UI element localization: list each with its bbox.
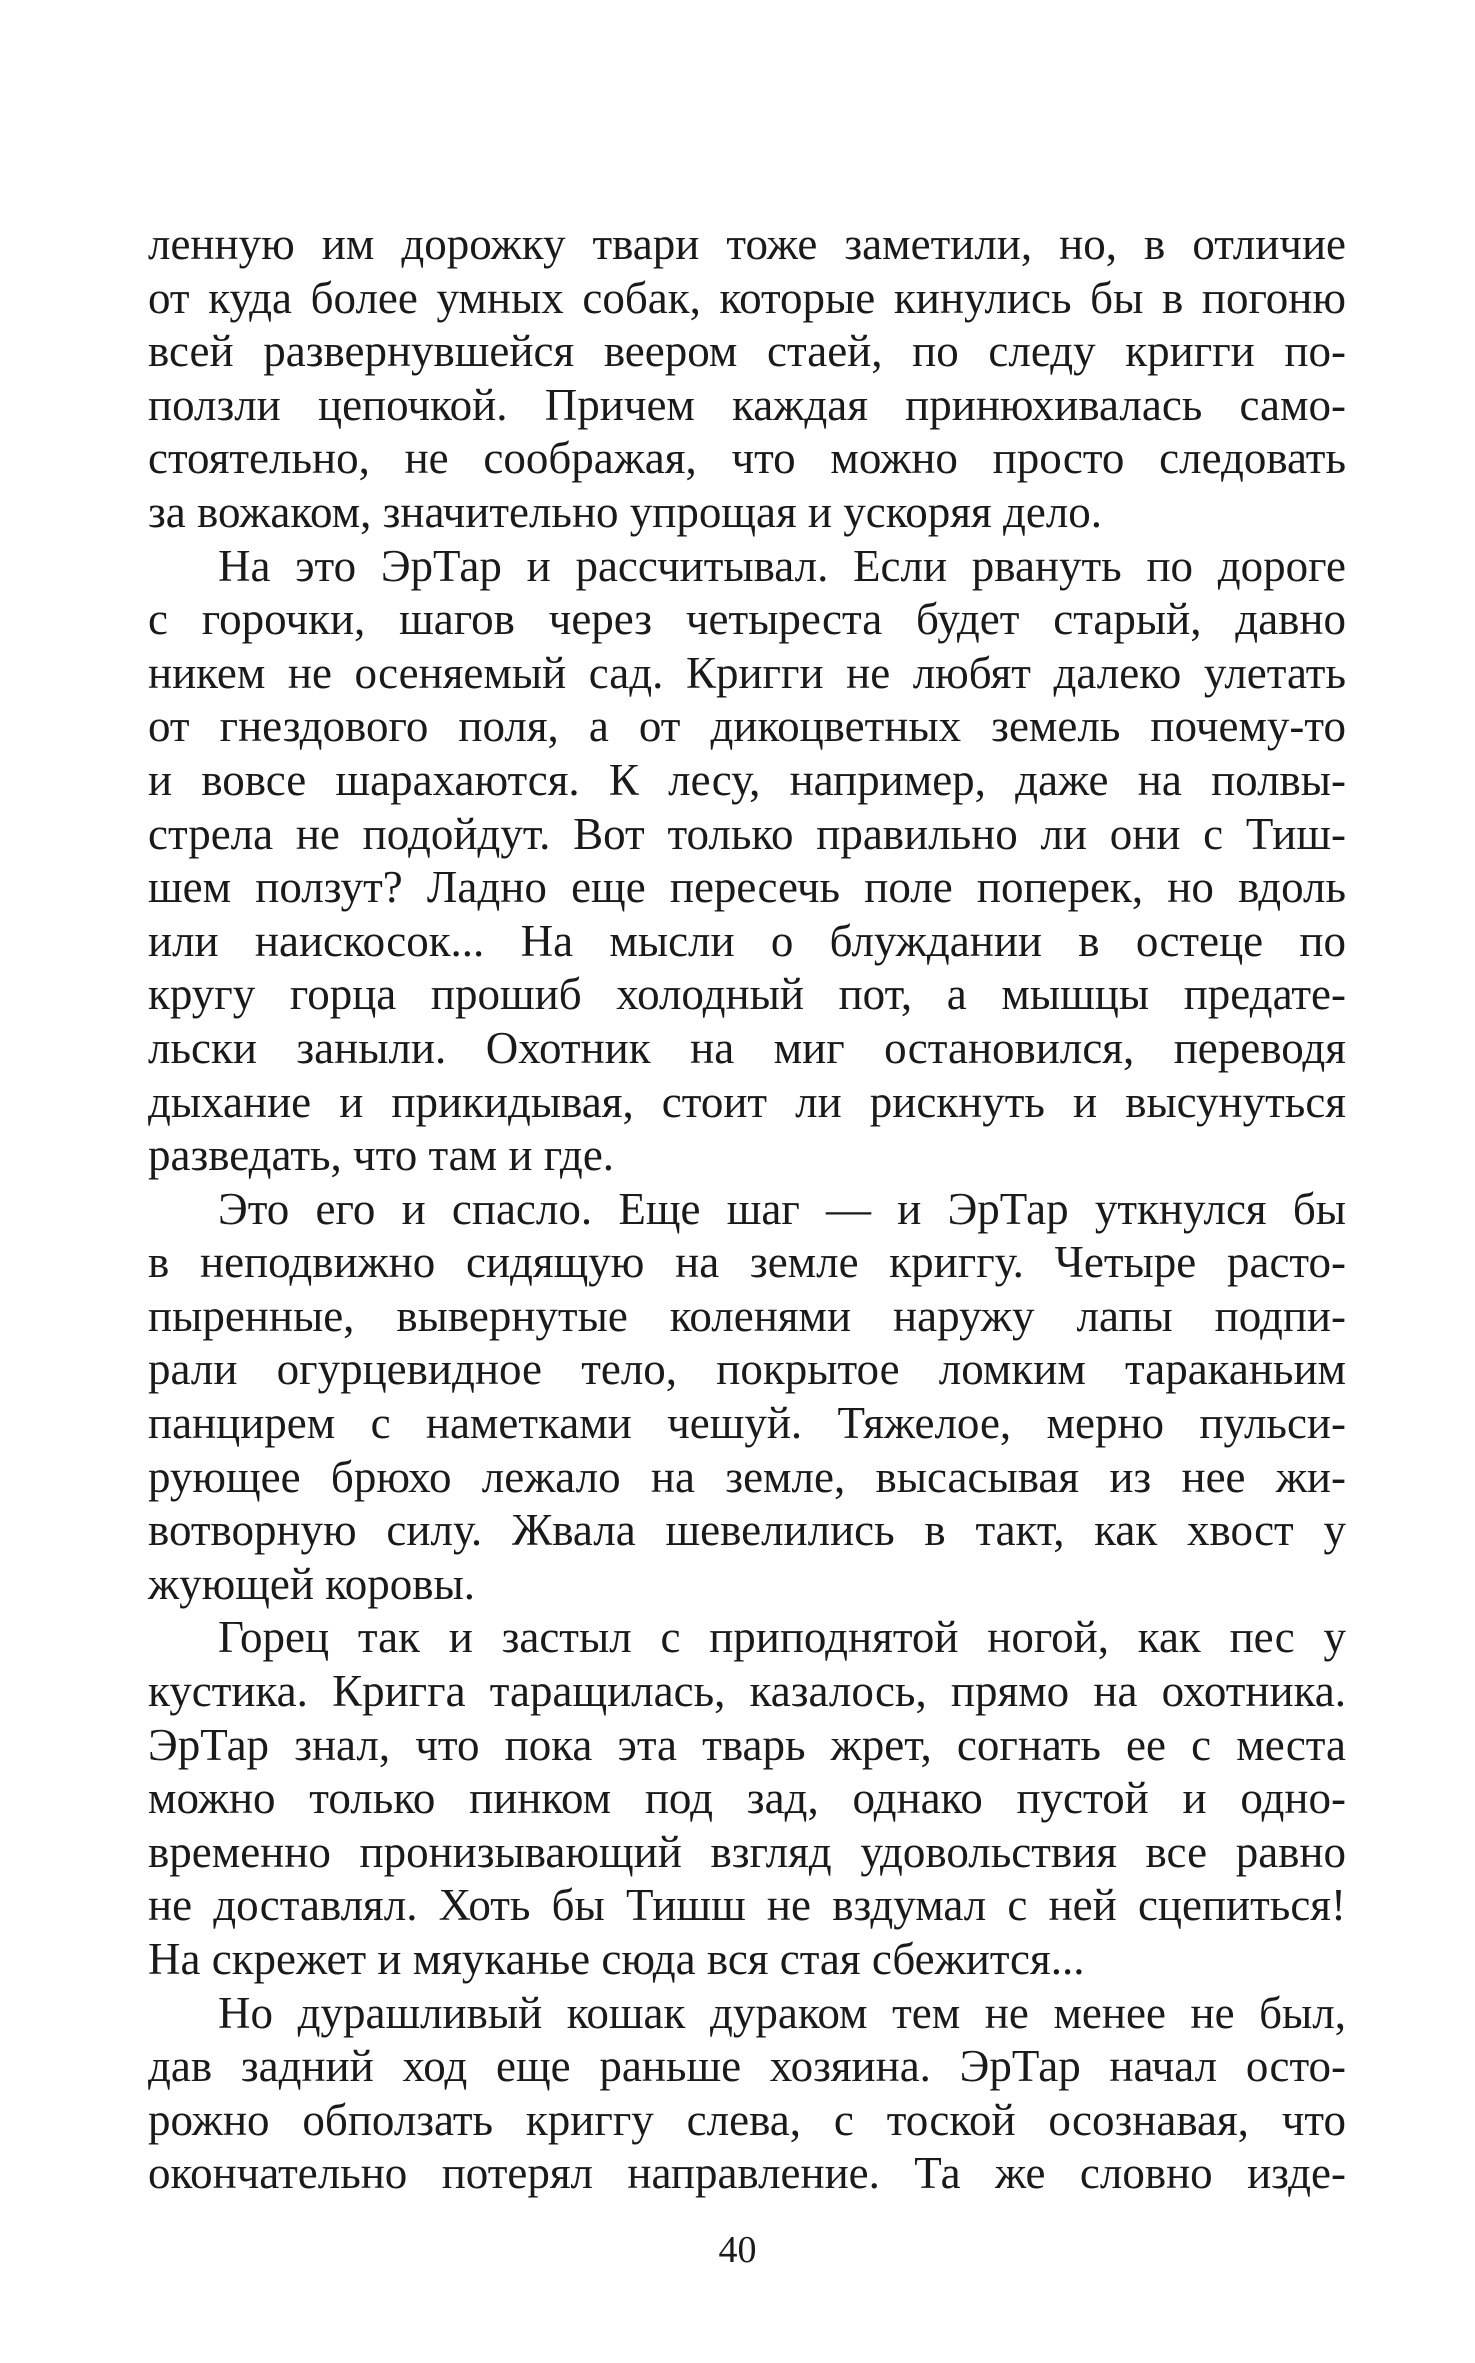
text-line: в неподвижно сидящую на земле криггу. Четыре расто-: [148, 1237, 1346, 1288]
text-line: за вожаком, значительно упрощая и ускоряя дело.: [148, 486, 1103, 537]
text-line: дыхание и прикидывая, стоит ли рискнуть и высунуться: [148, 1076, 1346, 1127]
text-line: панцирем с наметками чешуй. Тяжелое, мерно пульси-: [148, 1398, 1346, 1449]
text-line: ЭрТар знал, что пока эта тварь жрет, согнать ее с места: [148, 1719, 1346, 1770]
text-line: разведать, что там и где.: [148, 1130, 615, 1181]
text-line: пыренные, вывернутые коленями наружу лапы подпи-: [148, 1290, 1346, 1341]
text-line: не доставлял. Хоть бы Тишш не вздумал с ней сцепиться!: [148, 1880, 1346, 1931]
text-line: от гнездового поля, а от дикоцветных земель почему-то: [148, 701, 1346, 752]
text-line: Это его и спасло. Еще шаг — и ЭрТар уткнулся бы: [218, 1183, 1346, 1234]
page-number: 40: [718, 2229, 757, 2271]
text-line: стрела не подойдут. Вот только правильно ли они с Тиш-: [148, 808, 1346, 859]
text-line: кустика. Кригга таращилась, казалось, прямо на охотника.: [148, 1666, 1346, 1717]
text-line: Но дурашливый кошак дураком тем не менее не был,: [218, 1987, 1346, 2038]
text-line: можно только пинком под зад, однако пустой и одно-: [148, 1773, 1346, 1824]
text-line: рующее брюхо лежало на земле, высасывая из нее жи-: [148, 1451, 1346, 1502]
text-line: с горочки, шагов через четыреста будет старый, давно: [148, 594, 1346, 645]
text-line: рожно обползать криггу слева, с тоской осознавая, что: [148, 2094, 1346, 2145]
text-line: вотворную силу. Жвала шевелились в такт, как хвост у: [148, 1505, 1346, 1556]
text-line: всей развернувшейся веером стаей, по следу кригги по-: [148, 326, 1346, 377]
text-line: от куда более умных собак, которые кинулись бы в погоню: [148, 272, 1346, 323]
text-line: ленную им дорожку твари тоже заметили, но, в отличие: [148, 219, 1346, 269]
text-line: окончательно потерял направление. Та же словно изде-: [148, 2148, 1346, 2199]
text-line: Горец так и застыл с приподнятой ногой, как пес у: [218, 1612, 1346, 1663]
text-line: На это ЭрТар и рассчитывал. Если рвануть по дороге: [218, 540, 1346, 591]
body-text: [148, 218, 1346, 2201]
text-line: и вовсе шарахаются. К лесу, например, даже на полвы-: [148, 754, 1346, 805]
text-line: никем не осеняемый сад. Кригги не любят далеко улетать: [148, 647, 1346, 698]
text-line: рали огурцевидное тело, покрытое ломким тараканьим: [148, 1344, 1346, 1395]
text-line: ползли цепочкой. Причем каждая принюхивалась само-: [148, 379, 1346, 430]
text-line: или наискосок... На мысли о блуждании в остеце по: [148, 915, 1346, 966]
text-line: стоятельно, не соображая, что можно просто следовать: [148, 433, 1346, 484]
text-line: На скрежет и мяуканье сюда вся стая сбежится...: [148, 1934, 1085, 1984]
text-line: льски заныли. Охотник на миг остановился, переводя: [148, 1022, 1346, 1073]
text-line: временно пронизывающий взгляд удовольствия все равно: [148, 1826, 1346, 1877]
text-line: шем ползут? Ладно еще пересечь поле поперек, но вдоль: [148, 862, 1346, 913]
text-line: дав задний ход еще раньше хозяина. ЭрТар начал осто-: [148, 2041, 1346, 2092]
text-line: жующей коровы.: [148, 1558, 475, 1609]
text-line: кругу горца прошиб холодный пот, а мышцы предате-: [148, 969, 1346, 1020]
